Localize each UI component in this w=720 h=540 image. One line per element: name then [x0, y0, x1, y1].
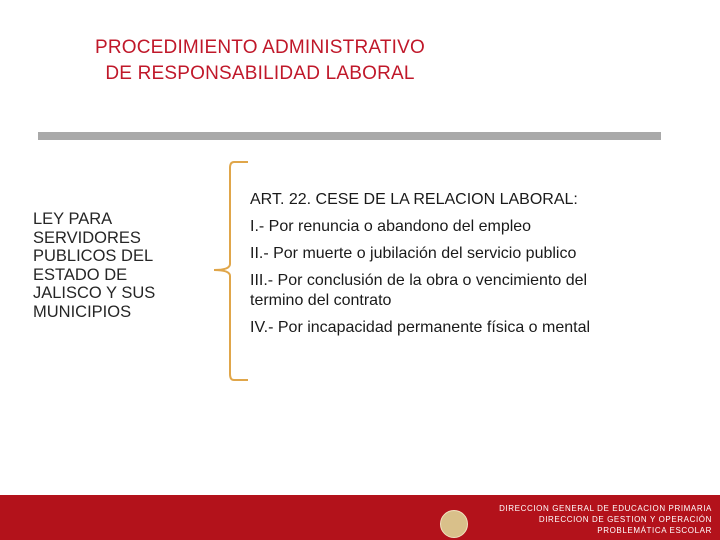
law-line-4: ESTADO DE — [33, 265, 128, 284]
footer-line-3: PROBLEMÁTICA ESCOLAR — [597, 526, 712, 535]
article-item-3: III.- Por conclusión de la obra o vencimiento del — [250, 272, 588, 289]
law-line-2: SERVIDORES — [33, 228, 141, 247]
law-line-3: PUBLICOS DEL — [33, 247, 154, 265]
footer-line-1: DIRECCION GENERAL DE EDUCACION PRIMARIA — [499, 504, 712, 513]
article-block — [250, 190, 670, 345]
page-title — [30, 35, 490, 87]
article-item-1: I.- Por renuncia o abandono del empleo — [250, 218, 532, 235]
footer-text — [499, 503, 712, 536]
title-line-1: PROCEDIMIENTO ADMINISTRATIVO — [94, 37, 426, 58]
article-item-4: IV.- Por incapacidad permanente física o mental — [250, 319, 591, 336]
article-item-2: II.- Por muerte o jubilación del servicio publico — [250, 245, 577, 262]
emblem-icon — [440, 510, 468, 538]
law-line-1: LEY PARA — [33, 210, 113, 228]
article-heading: ART. 22. CESE DE LA RELACION LABORAL: — [250, 191, 578, 208]
law-name — [33, 210, 203, 321]
article-item-3-cont: termino del contrato — [250, 292, 392, 309]
title-line-2: DE RESPONSABILIDAD LABORAL — [105, 63, 415, 84]
law-line-6: MUNICIPIOS — [33, 302, 132, 321]
brace-bracket — [206, 160, 256, 382]
law-line-5: JALISCO Y SUS — [33, 284, 156, 302]
footer-line-2: DIRECCION DE GESTION Y OPERACIÓN — [538, 515, 712, 524]
divider — [38, 132, 661, 140]
